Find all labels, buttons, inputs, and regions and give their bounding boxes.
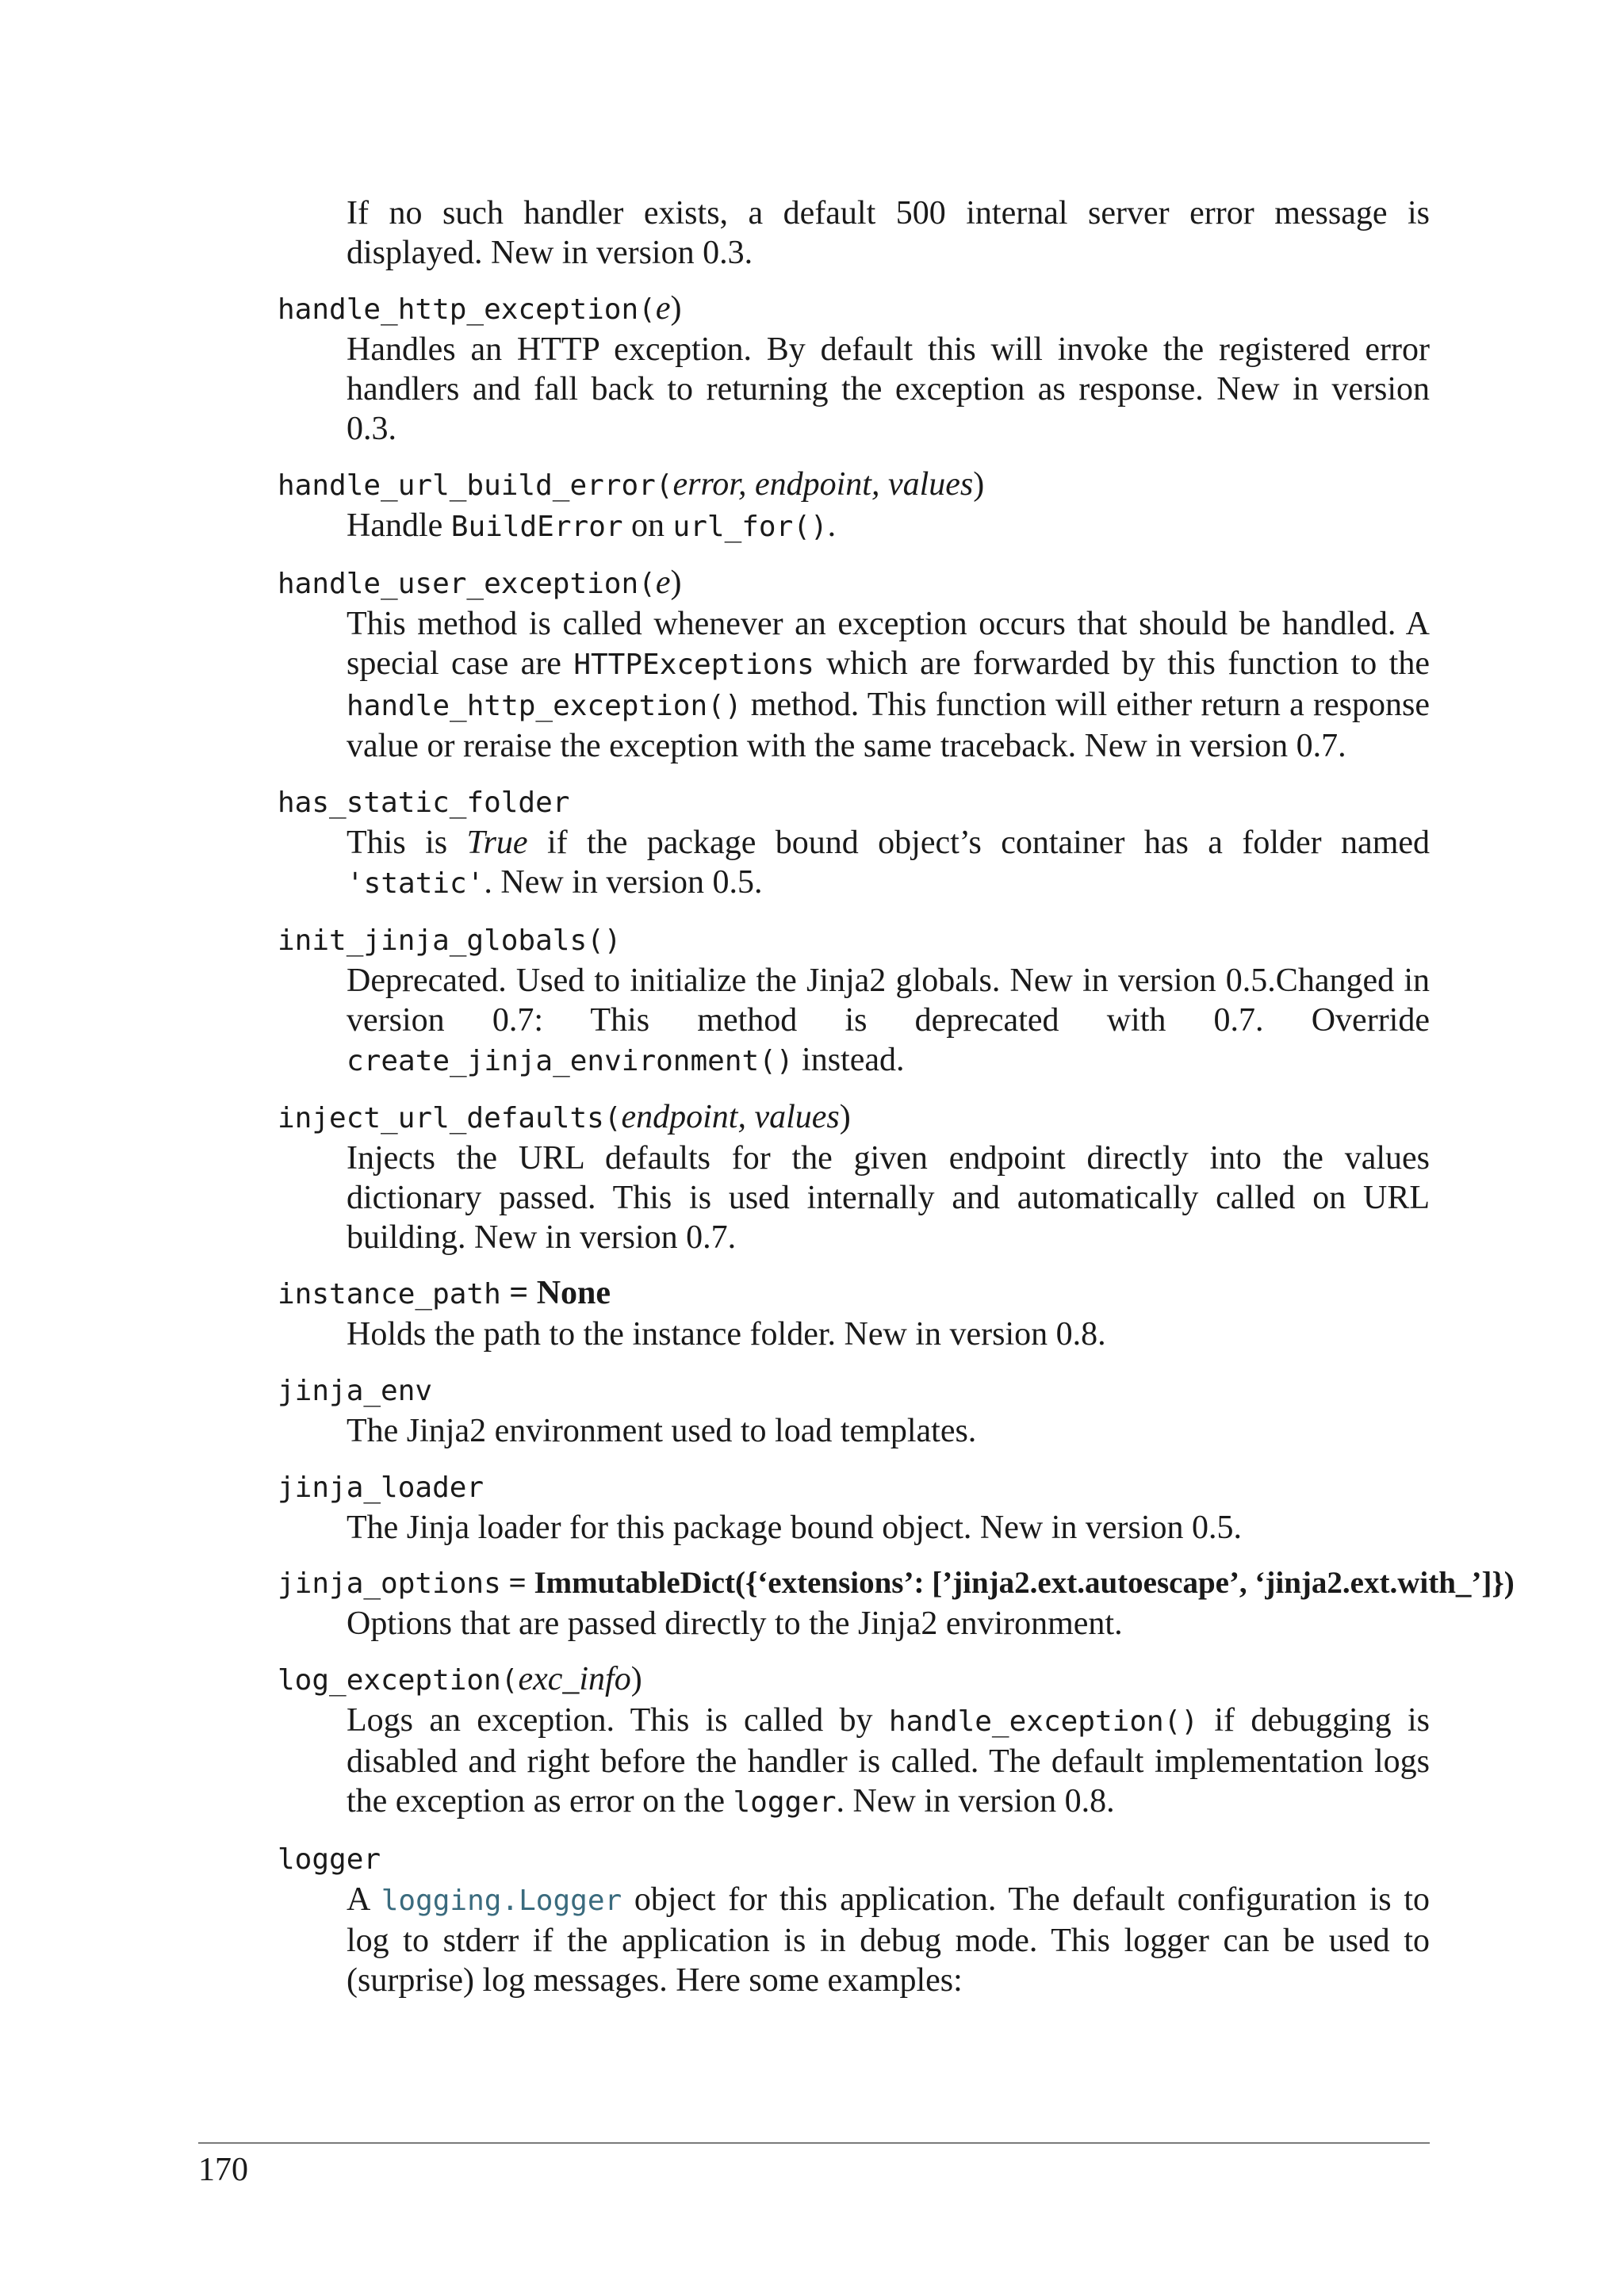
entry-init-jinja-globals <box>278 920 1430 1081</box>
method-description: This method is called whenever an exception occurs that should be handled. A special case are HTTPExceptions which are forwarded by this function to the handle_http_exception() method. This function will either return a response value or reraise the exception with the same traceback. New in version 0.7. <box>347 606 1430 764</box>
entry-logger <box>278 1839 1430 2000</box>
method-name: init_jinja_globals() <box>278 924 622 957</box>
entry-handle-http-exception <box>278 289 1430 449</box>
entry-jinja-options <box>278 1563 1515 1644</box>
method-name: handle_user_exception <box>278 568 639 600</box>
method-signature <box>278 920 1430 961</box>
method-description: Handle BuildError on url_for(). <box>347 507 837 544</box>
inline-code: logger <box>733 1786 837 1819</box>
attribute-description: This is True if the package bound object’s container has a folder named 'static'. New in version 0.5. <box>347 825 1431 901</box>
attribute-name: has_static_folder <box>278 786 570 819</box>
inline-code: handle_http_exception() <box>347 690 742 722</box>
footer-rule <box>198 2142 1430 2144</box>
attribute-signature <box>278 1273 1430 1314</box>
inline-code: url_for() <box>672 511 828 543</box>
attribute-signature <box>278 1370 1430 1411</box>
entry-jinja-env <box>278 1370 1430 1451</box>
entry-handle-url-build-error <box>278 465 1430 547</box>
method-args: exc_info <box>518 1661 631 1697</box>
method-description: Logs an exception. This is called by handle_exception() if debugging is disabled and right before the handler is called. The default implementation logs the exception as error on the logger. New in version 0.8. <box>347 1702 1430 1820</box>
intro-paragraph: If no such handler exists, a default 500 internal server error message is displayed. New in version 0.3. <box>347 195 1430 271</box>
method-args: endpoint, values <box>621 1099 840 1135</box>
attribute-signature <box>278 782 1430 823</box>
method-args: error, endpoint, values <box>672 466 974 503</box>
method-description: Deprecated. Used to initialize the Jinja2 globals. New in version 0.5.Changed in version 0.7: This method is deprecated with 0.7. Override create_jinja_environment() instead. <box>347 962 1430 1078</box>
attribute-signature <box>278 1467 1430 1508</box>
method-args: e <box>655 290 671 327</box>
method-signature: inject_url_defaults(endpoint, values) <box>278 1099 851 1135</box>
method-description: Handles an HTTP exception. By default this will invoke the registered error handlers and fall back to returning the exception as response. New in version 0.3. <box>347 331 1430 447</box>
attribute-signature <box>278 1563 1515 1604</box>
attribute-description: Options that are passed directly to the Jinja2 environment. <box>347 1605 1123 1642</box>
attribute-signature <box>278 1839 1430 1880</box>
attribute-name: jinja_env <box>278 1375 433 1407</box>
inline-code: BuildError <box>450 511 623 543</box>
attribute-description: Holds the path to the instance folder. New in version 0.8. <box>347 1316 1106 1353</box>
page-number: 170 <box>198 2152 248 2188</box>
method-name: handle_http_exception <box>278 293 639 326</box>
entry-handle-user-exception <box>278 563 1430 766</box>
logging-logger-link[interactable]: logging.Logger <box>381 1885 622 1917</box>
attribute-name: instance_path <box>278 1278 501 1311</box>
inline-code: HTTPExceptions <box>573 649 814 681</box>
method-name: handle_url_build_error <box>278 469 656 502</box>
entry-instance-path <box>278 1273 1430 1354</box>
attribute-description: The Jinja loader for this package bound object. New in version 0.5. <box>347 1510 1243 1546</box>
entry-jinja-loader <box>278 1467 1430 1548</box>
inline-code: handle_exception() <box>888 1705 1199 1738</box>
italic-text: True <box>466 825 528 861</box>
attribute-value: = None <box>509 1275 611 1311</box>
entry-inject-url-defaults <box>278 1097 1430 1257</box>
inline-code: 'static' <box>347 867 485 900</box>
attribute-description: The Jinja2 environment used to load templates. <box>347 1413 977 1449</box>
entry-has-static-folder <box>278 782 1430 904</box>
attribute-name: jinja_options <box>278 1567 501 1600</box>
method-signature: handle_http_exception(e) <box>278 290 682 327</box>
method-signature: handle_url_build_error(error, endpoint, values) <box>278 466 985 503</box>
attribute-name: jinja_loader <box>278 1471 485 1504</box>
method-name: inject_url_defaults <box>278 1102 604 1135</box>
method-args: e <box>655 564 671 601</box>
attribute-description: A logging.Logger object for this application. The default configuration is to log to stderr if the application is in debug mode. This logger can be used to (surprise) log messages. Here some examples: <box>347 1881 1431 1999</box>
inline-code: create_jinja_environment() <box>347 1045 794 1077</box>
entry-log-exception <box>278 1659 1430 1823</box>
method-name: log_exception <box>278 1664 501 1697</box>
attribute-value: = ImmutableDict({‘extensions’: [’jinja2.ext.autoescape’, ‘jinja2.ext.with_’]}) <box>508 1566 1515 1600</box>
document-body <box>278 193 1515 2000</box>
method-signature: handle_user_exception(e) <box>278 564 682 601</box>
attribute-name: logger <box>278 1843 381 1876</box>
method-description: Injects the URL defaults for the given endpoint directly into the values dictionary passed. This is used internally and automatically called on URL building. New in version 0.7. <box>347 1140 1430 1256</box>
method-signature: log_exception(exc_info) <box>278 1661 642 1697</box>
